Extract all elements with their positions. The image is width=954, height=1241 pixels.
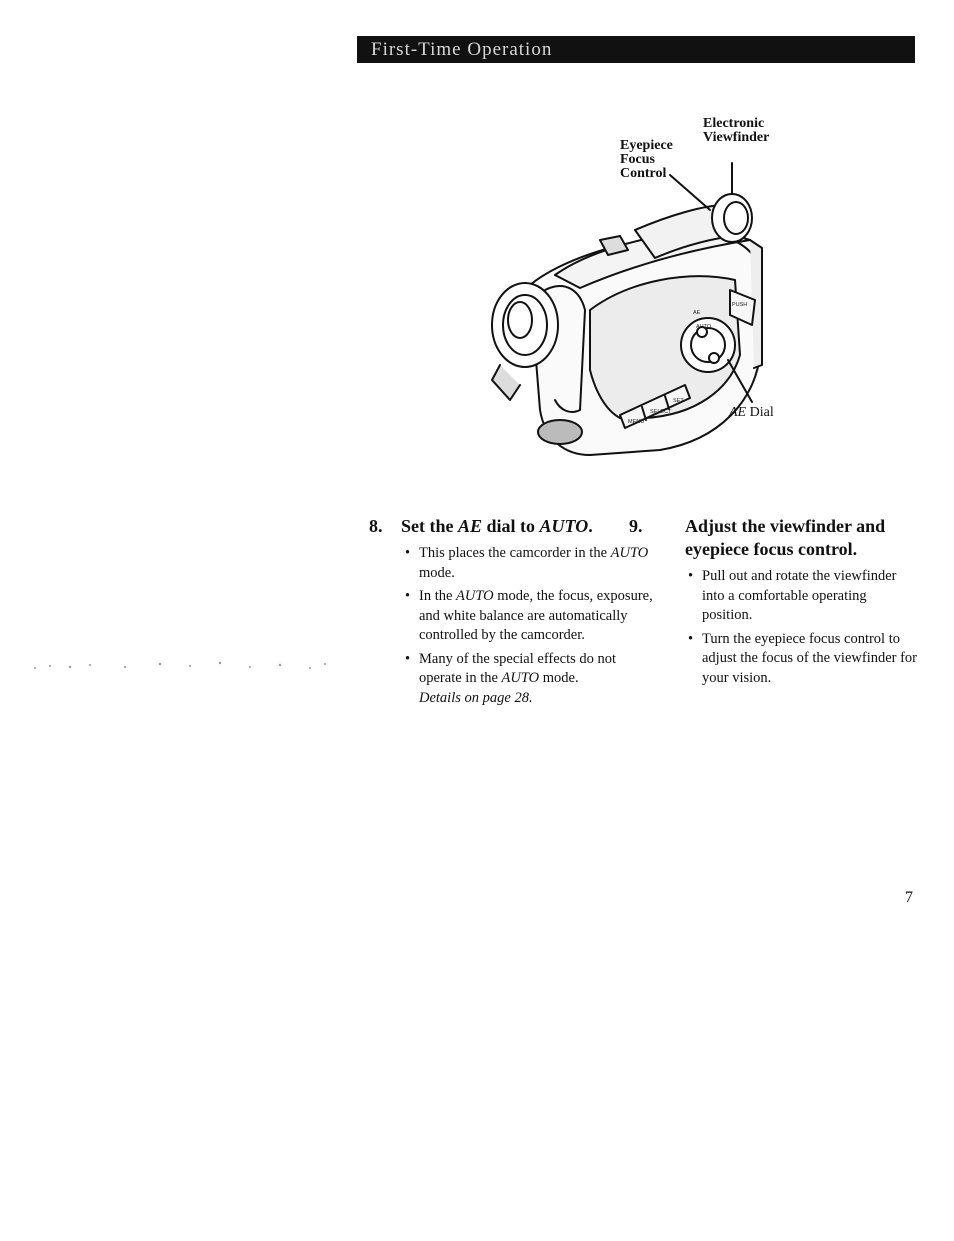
step-9-number: 9. [629, 516, 643, 536]
step-8-bullets [402, 544, 654, 708]
step-8-heading [369, 515, 654, 538]
dial-mark-auto: AUTO [696, 324, 712, 330]
section-title: First-Time Operation [371, 39, 553, 60]
step-8 [369, 515, 654, 712]
scan-speckle [30, 658, 330, 674]
step-9-heading [629, 515, 917, 561]
page-number: 7 [905, 889, 913, 906]
eyepiece-focus-label: Eyepiece Focus Control [620, 138, 673, 181]
ae-dial-label-suffix: Dial [746, 405, 774, 420]
speaker-grille [538, 420, 582, 444]
viewfinder-label: Electronic Viewfinder [703, 116, 770, 145]
step-8-title-ae: AE [458, 516, 483, 536]
step-9-title: Adjust the viewfinder and eyepiece focus control. [685, 516, 886, 559]
step-8-bullet: • In the AUTO mode, the focus, exposure, and white balance are automatically controlled by the camcorder. [402, 587, 654, 646]
dial-mark-ae: AE [693, 310, 701, 316]
ae-dial-label-prefix: AE [729, 405, 747, 420]
step-8-title-part: dial to [482, 516, 540, 536]
step-9 [629, 515, 918, 692]
step-9-bullets [685, 567, 917, 688]
details-reference: Details on page 28. [419, 689, 533, 706]
eyepiece-callout-line [670, 175, 710, 210]
button-mark-select: SELECT [650, 409, 672, 415]
button-mark-menu: MENU [628, 419, 645, 425]
step-8-title-part: Set the [401, 516, 458, 536]
step-8-title-period: . [588, 516, 593, 536]
ae-dial-label [729, 406, 774, 420]
step-8-number: 8. [369, 516, 383, 536]
dial-mark-push: PUSH [732, 302, 748, 308]
step-8-bullet: • This places the camcorder in the AUTO mode. [402, 544, 654, 583]
step-8-bullet: • Many of the special effects do not operate in the AUTO mode. Details on page 28. [402, 650, 654, 709]
step-9-bullet: • Turn the eyepiece focus control to adjust the focus of the viewfinder for your vision. [685, 630, 917, 689]
button-mark-set: SET [673, 398, 684, 404]
step-9-bullet: • Pull out and rotate the viewfinder into a comfortable operating position. [685, 567, 917, 626]
step-8-title-auto: AUTO [539, 516, 589, 536]
section-header-bar [357, 36, 915, 63]
